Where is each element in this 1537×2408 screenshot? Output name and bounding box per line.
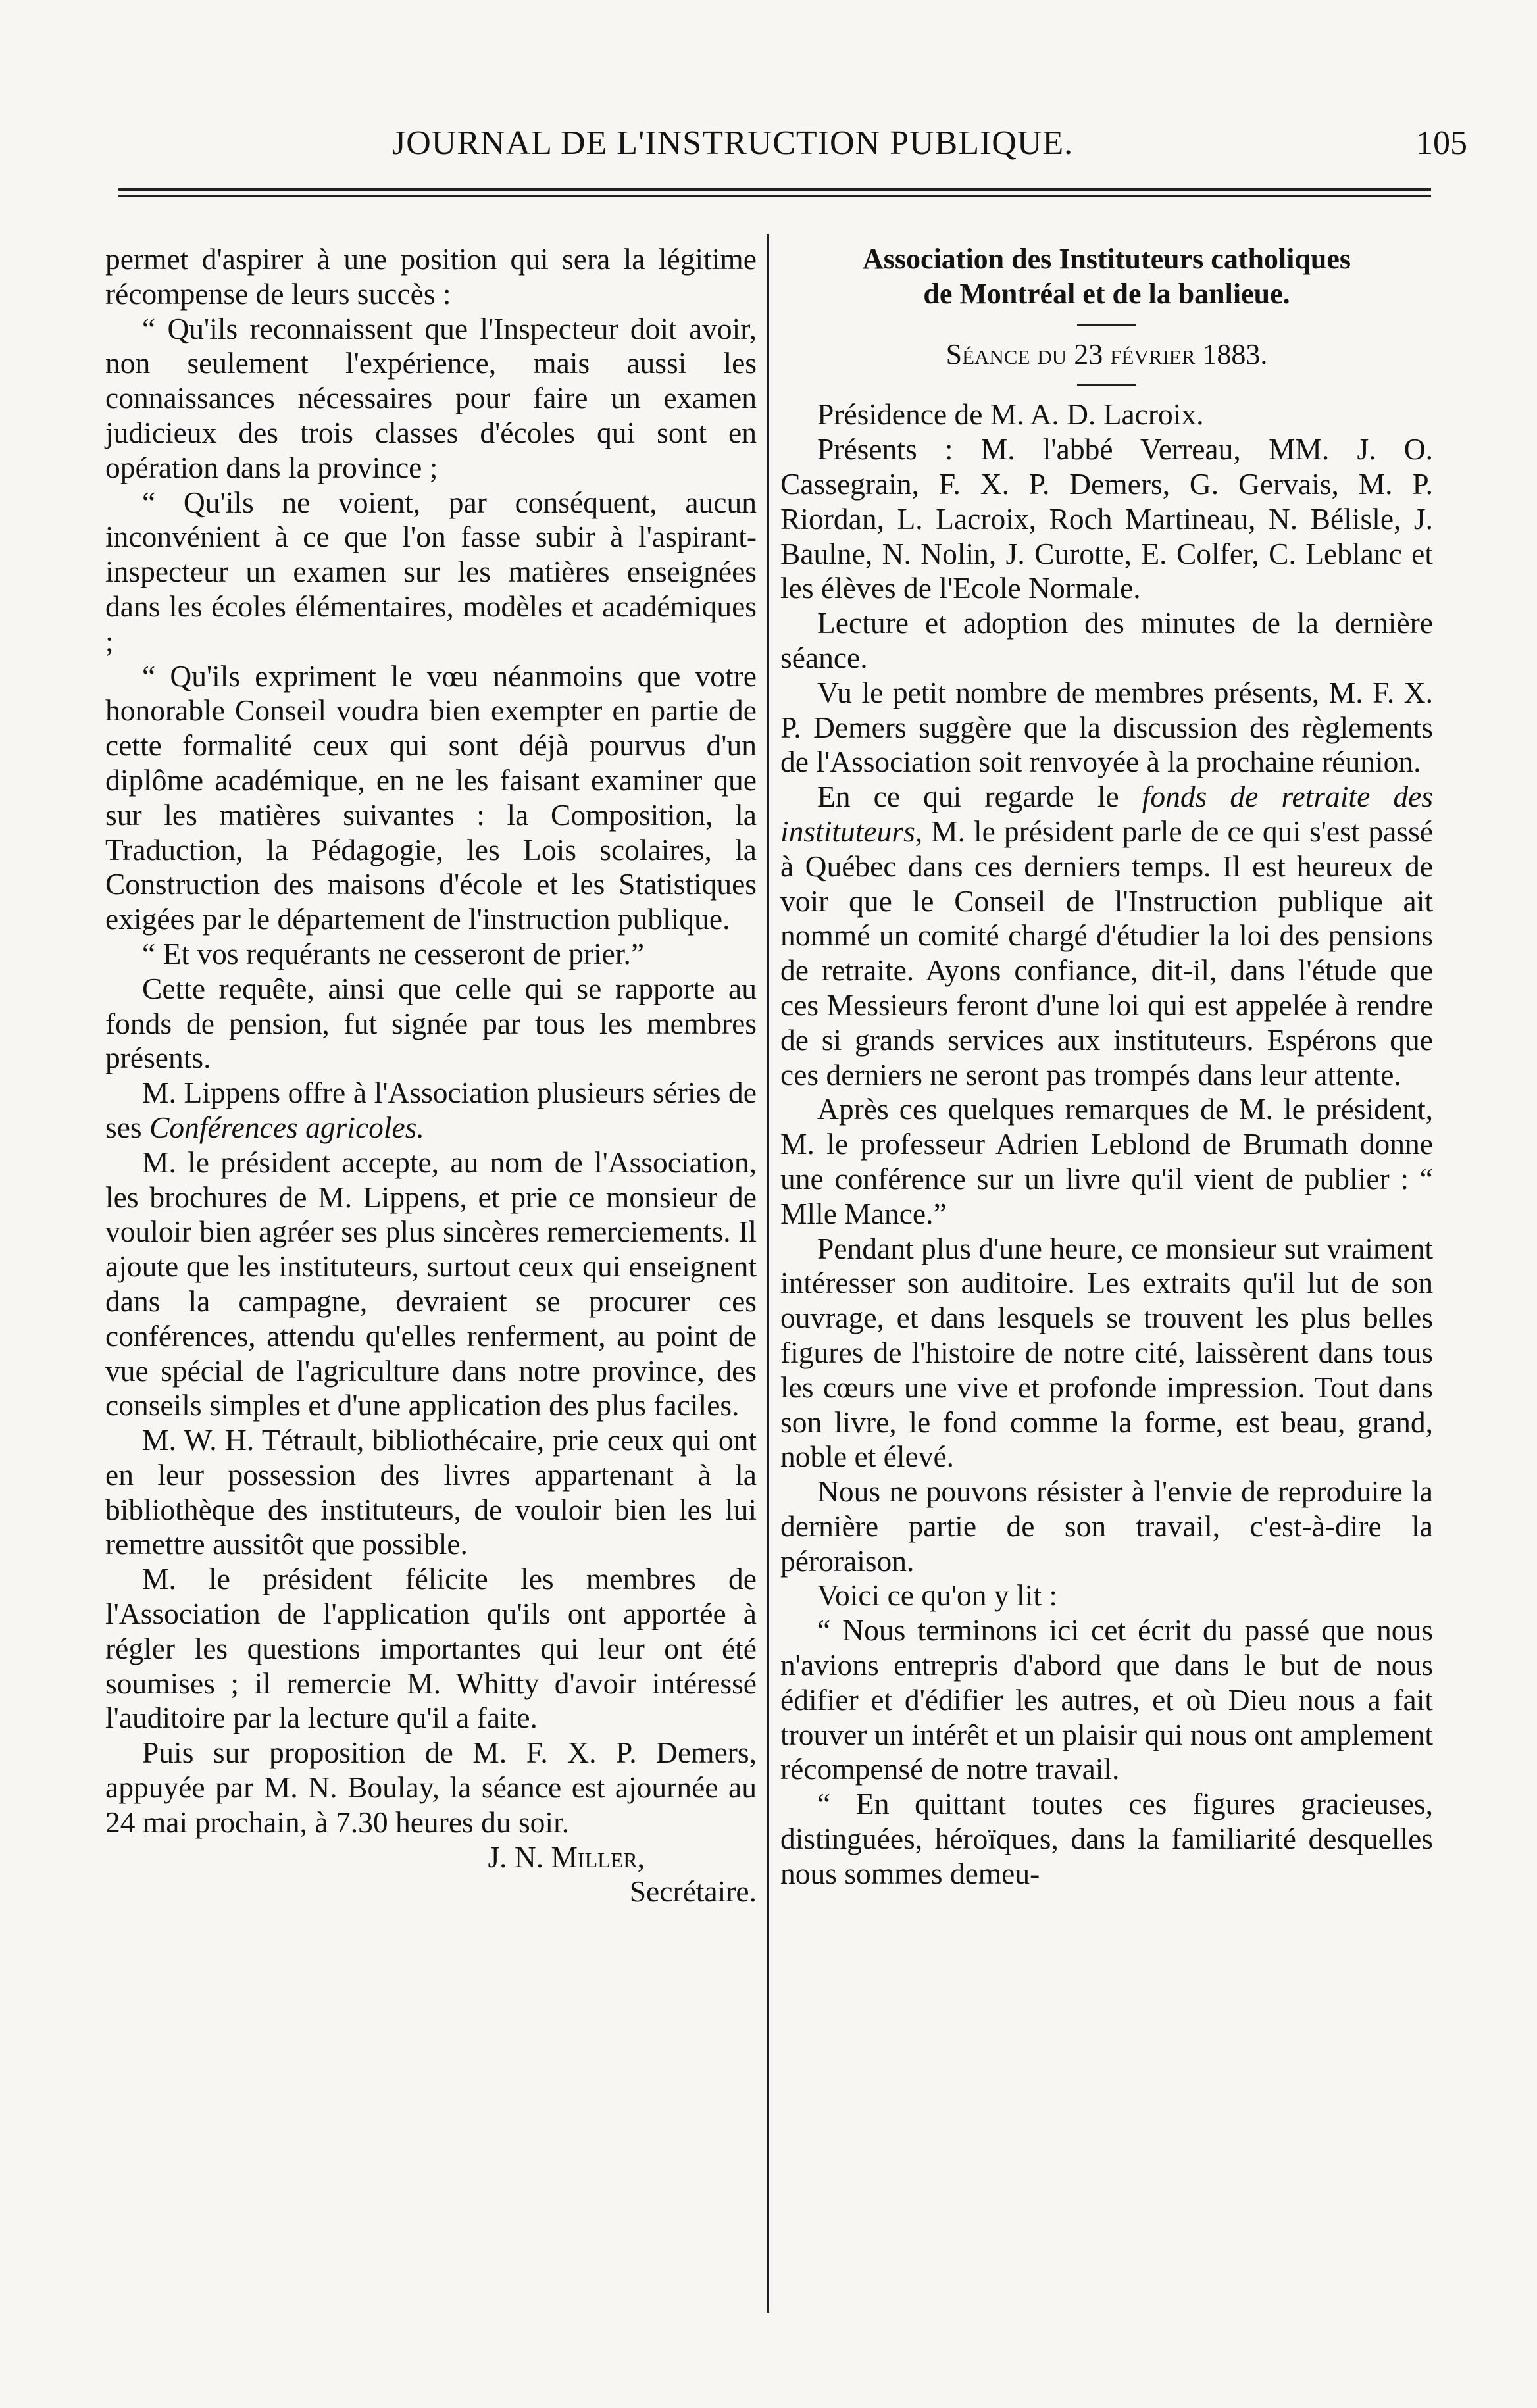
paragraph bbox=[780, 780, 1433, 1092]
paragraph: “ Qu'ils reconnaissent que l'Inspecteur doit avoir, non seulement l'expérience, mais aussi les connaissances nécessaires pour faire un examen judicieux des trois classes d'écoles qui sont en opération dans la province ; bbox=[105, 311, 757, 484]
paragraph: “ Qu'ils expriment le vœu néanmoins que votre honorable Conseil voudra bien exempter en partie de cette formalité ceux qui sont déjà pourvus d'un diplôme académique, en ne les faisant examiner que sur les matières suivantes : la Composition, la Traduction, la Pédagogie, les Lois scolaires, la Construction des maisons d'école et les Statistiques exigées par le département de l'instruction publique. bbox=[105, 659, 757, 936]
paragraph: Voici ce qu'on y lit : bbox=[817, 1578, 1057, 1613]
page-number: 105 bbox=[1416, 124, 1467, 162]
italic-phrase: fonds de retraite des instituteurs bbox=[780, 780, 1433, 848]
running-title: JOURNAL DE L'INSTRUCTION PUBLIQUE. bbox=[392, 124, 1074, 162]
header-rule-thick bbox=[118, 188, 1431, 191]
paragraph: permet d'aspirer à une position qui sera la légitime récompense de leurs succès : bbox=[105, 242, 757, 311]
seance-date: Séance du 23 février 1883. bbox=[945, 338, 1268, 370]
paragraph: M. W. H. Tétrault, bibliothécaire, prie ceux qui ont en leur possession des livres appartenant à la bibliothèque des instituteurs, de vouloir bien les lui remettre aussitôt que possible. bbox=[105, 1423, 757, 1561]
signature-name: J. N. Miller, bbox=[488, 1840, 645, 1874]
paragraph: Lecture et adoption des minutes de la dernière séance. bbox=[780, 606, 1433, 674]
paragraph: “ Qu'ils ne voient, par conséquent, aucun inconvénient à ce que l'on fasse subir à l'aspirant-inspecteur un examen sur les matières enseignées dans les écoles élémentaires, modèles et académiques ; bbox=[105, 485, 757, 658]
right-column bbox=[780, 242, 1433, 1892]
paragraph: Après ces quelques remarques de M. le président, M. le professeur Adrien Leblond de Brumath donne une conférence sur un livre qu'il vient de publier : “ Mlle Mance.” bbox=[780, 1092, 1433, 1230]
paragraph-text: , M. le président parle de ce qui s'est passé à Québec dans ces derniers temps. Il est heureux de voir que le Conseil de l'Instruction publique ait nommé un comité chargé d'étudier la loi des pensions de retraite. Ayons confiance, dit-il, dans l'étude que ces Messieurs feront d'une loi qui est appelée à rendre de si grands services aux instituteurs. Espérons que ces derniers ne seront pas trompés dans leur attente. bbox=[780, 814, 1433, 1091]
paragraph: “ Et vos requérants ne cesseront de prier.” bbox=[142, 936, 645, 970]
paragraph: M. le président accepte, au nom de l'Association, les brochures de M. Lippens, et prie ce monsieur de vouloir bien agréer ses plus sincères remerciements. Il ajoute que les instituteurs, surtout ceux qui enseignent dans la campagne, devraient se procurer ces conférences, attendu qu'elles renferment, au point de vue spécial de l'agriculture dans notre province, des conseils simples et d'une application des plus faciles. bbox=[105, 1145, 757, 1422]
signature-role: Secrétaire. bbox=[629, 1874, 757, 1909]
heading-dash bbox=[1077, 384, 1136, 386]
paragraph-text: M. Lippens offre à l'Association plusieurs séries de ses bbox=[105, 1076, 757, 1144]
section-heading: Association des Instituteurs catholiques bbox=[863, 243, 1351, 275]
heading-dash bbox=[1077, 324, 1136, 326]
paragraph: Puis sur proposition de M. F. X. P. Demers, appuyée par M. N. Boulay, la séance est ajournée au 24 mai prochain, à 7.30 heures du soir. bbox=[105, 1736, 757, 1839]
paragraph: Présents : M. l'abbé Verreau, MM. J. O. Cassegrain, F. X. P. Demers, G. Gervais, M. P. Riordan, L. Lacroix, Roch Martineau, N. Bélisle, J. Baulne, N. Nolin, J. Curotte, E. Colfer, C. Leblanc et les élèves de l'Ecole Normale. bbox=[780, 432, 1433, 605]
left-column bbox=[105, 242, 757, 1909]
paragraph: Pendant plus d'une heure, ce monsieur sut vraiment intéresser son auditoire. Les extraits qu'il lut de son ouvrage, et dans lesquels se trouvent les plus belles figures de l'histoire de notre cité, laissèrent dans tous les cœurs une vive et profonde impression. Tout dans son livre, le fond comme la forme, est beau, grand, noble et élevé. bbox=[780, 1231, 1433, 1474]
paragraph bbox=[105, 1076, 757, 1145]
paragraph: Nous ne pouvons résister à l'envie de reproduire la dernière partie de son travail, c'est-à-dire la péroraison. bbox=[780, 1474, 1433, 1578]
paragraph: Présidence de M. A. D. Lacroix. bbox=[817, 397, 1204, 432]
column-separator bbox=[767, 234, 769, 2313]
paragraph: M. le président félicite les membres de l'Association de l'application qu'ils ont apportée à régler les questions importantes qui leur ont été soumises ; il remercie M. Whitty d'avoir intéressé l'auditoire par la lecture qu'il a faite. bbox=[105, 1562, 757, 1735]
header-rule-thin bbox=[118, 195, 1431, 197]
paragraph: “ Nous terminons ici cet écrit du passé que nous n'avions entrepris d'abord que dans le but de nous édifier et d'édifier les autres, et où Dieu nous a fait trouver un intérêt et un plaisir qui nous ont amplement récompensé de notre travail. bbox=[780, 1613, 1433, 1786]
book-title: Conférences agricoles. bbox=[149, 1110, 424, 1144]
paragraph-text: En ce qui regarde le bbox=[817, 780, 1142, 814]
paragraph: Vu le petit nombre de membres présents, M. F. X. P. Demers suggère que la discussion des règlements de l'Association soit renvoyée à la prochaine réunion. bbox=[780, 675, 1433, 779]
section-heading-line2: de Montréal et de la banlieue. bbox=[923, 277, 1290, 310]
paragraph: Cette requête, ainsi que celle qui se rapporte au fonds de pension, fut signée par tous les membres présents. bbox=[105, 971, 757, 1075]
paragraph: “ En quittant toutes ces figures gracieuses, distinguées, héroïques, dans la familiarité desquelles nous sommes demeu- bbox=[780, 1787, 1433, 1890]
